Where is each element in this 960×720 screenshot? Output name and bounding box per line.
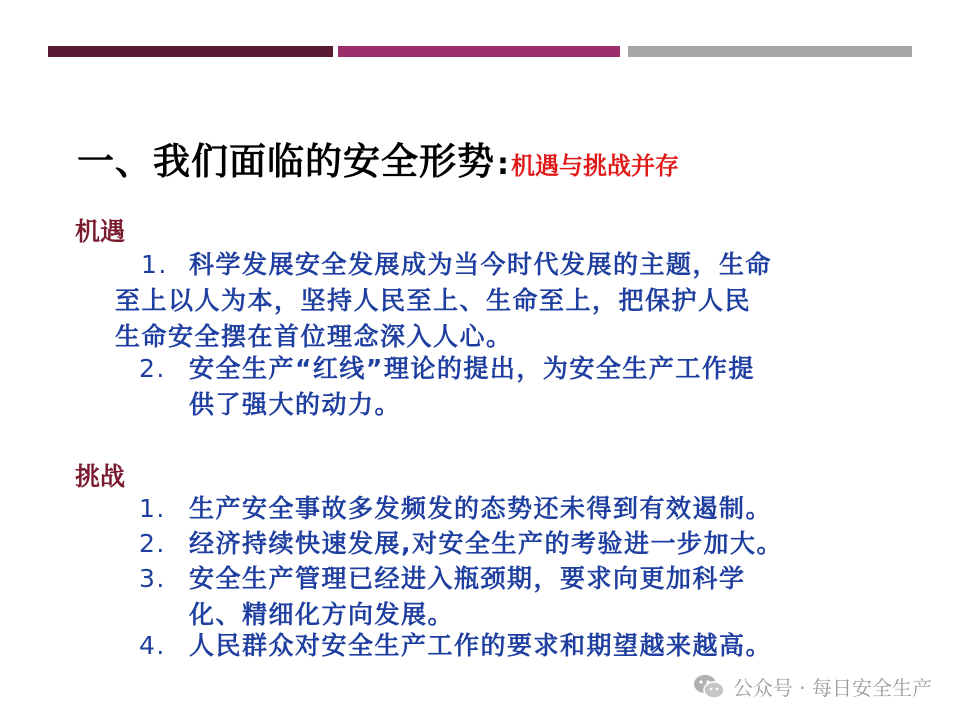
list-number: 3. xyxy=(139,564,166,593)
item-line: 供了强大的动力。 xyxy=(189,390,402,419)
slide-title xyxy=(77,131,917,185)
list-number: 2. xyxy=(139,354,166,383)
decor-bar-gray xyxy=(628,46,912,57)
challenge-item-4 xyxy=(139,628,919,664)
title-subtitle: 机遇与挑战并存 xyxy=(511,152,679,180)
wechat-icon xyxy=(693,674,725,700)
opportunity-item-2 xyxy=(139,351,919,423)
watermark-text: 公众号 · 每日安全生产 xyxy=(732,676,932,700)
item-line: 安全生产“红线”理论的提出，为安全生产工作提 xyxy=(189,354,755,383)
section-heading-opportunities: 机遇 xyxy=(75,217,126,246)
list-number: 1. xyxy=(141,250,168,279)
item-line: 人民群众对安全生产工作的要求和期望越来越高。 xyxy=(189,631,773,660)
item-line: 化、精细化方向发展。 xyxy=(189,600,455,629)
decor-bar-magenta xyxy=(338,46,620,57)
challenge-item-1 xyxy=(139,491,919,527)
list-number: 4. xyxy=(139,631,166,660)
item-line: 至上以人为本，坚持人民至上、生命至上，把保护人民 xyxy=(115,286,752,315)
item-line: 安全生产管理已经进入瓶颈期，要求向更加科学 xyxy=(189,564,746,593)
challenge-item-3 xyxy=(139,561,919,633)
title-main: 一、我们面临的安全形势 xyxy=(77,140,495,183)
section-heading-challenges: 挑战 xyxy=(75,462,126,491)
top-decorative-bars xyxy=(48,46,912,57)
title-colon: : xyxy=(497,147,509,182)
opportunity-item-1 xyxy=(115,247,915,355)
decor-bar-dark xyxy=(48,46,333,57)
item-line: 经济持续快速发展,对安全生产的考验进一步加大。 xyxy=(189,529,783,558)
item-line: 生命安全摆在首位理念深入人心。 xyxy=(115,322,513,351)
challenge-item-2 xyxy=(139,526,919,562)
list-number: 1. xyxy=(139,494,166,523)
watermark xyxy=(693,672,932,701)
item-line: 科学发展安全发展成为当今时代发展的主题，生命 xyxy=(189,250,773,279)
list-number: 2. xyxy=(139,529,166,558)
item-line: 生产安全事故多发频发的态势还未得到有效遏制。 xyxy=(189,494,773,523)
